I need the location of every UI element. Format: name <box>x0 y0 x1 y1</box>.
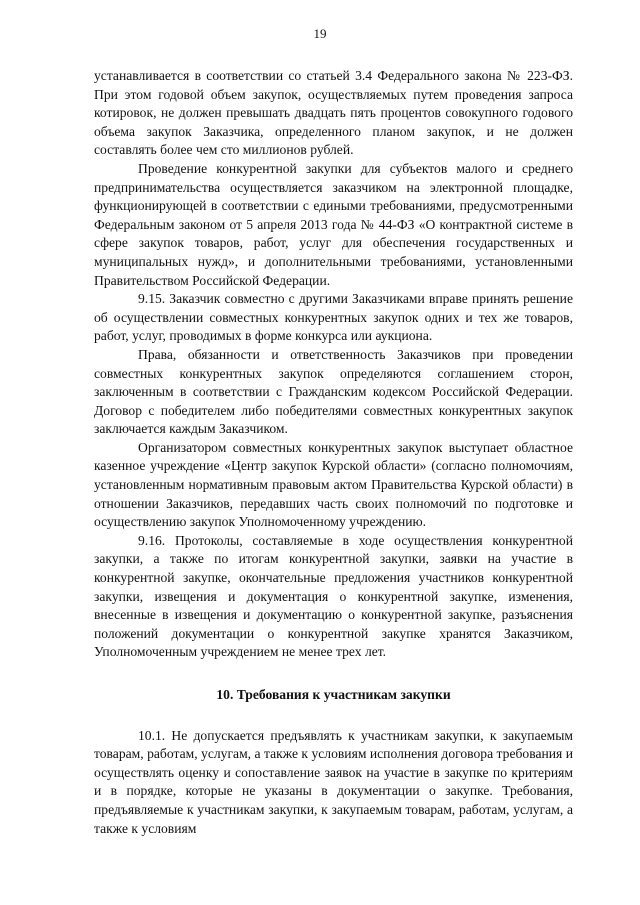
page-number: 19 <box>313 26 327 41</box>
paragraph-10-1: 10.1. Не допускается предъявлять к участникам закупки, к закупаемым товарам, работам, услугам, а также к условиям исполнения договора требования и осуществлять оценку и сопоставление заявок на участие в закупке по критериям и в порядке, которые не указаны в документации о закупке. Требования, предъявляемые к участникам закупки, к закупаемым товарам, работам, услугам, а также к условиям <box>94 727 573 836</box>
paragraph-small-business-procurement: Проведение конкурентной закупки для субъектов малого и среднего предпринимательства осуществляется заказчиком на электронной площадке, функционирующей в соответствии с едиными требованиями, предусмотренными Федеральным законом от 5 апреля 2013 года № 44-ФЗ «О контрактной системе в сфере закупок товаров, работ, услуг для обеспечения государственных и муниципальных нужд», и дополнительными требованиями, установленными Правительством Российской Федерации. <box>94 160 573 288</box>
paragraph-rights-obligations: Права, обязанности и ответственность Заказчиков при проведении совместных конкурентных закупок определяются соглашением сторон, заключенным в соответствии с Гражданским кодексом Российской Федерации. Договор с победителем либо победителями совместных конкурентных закупок заключается каждым Заказчиком. <box>94 346 573 437</box>
paragraph-organizer: Организатором совместных конкурентных закупок выступает областное казенное учреждение «Центр закупок Курской области» (согласно полномочиям, установленным нормативным правовым актом Правительства Курской области) в отношении Заказчиков, передавших часть своих полномочий по подготовке и осуществлению закупок Уполномоченному учреждению. <box>94 439 573 530</box>
paragraph-continuation-223fz: устанавливается в соответствии со статьей 3.4 Федерального закона № 223-ФЗ. При этом годовой объем закупок, осуществляемых путем проведения запроса котировок, не должен превышать двадцать пять процентов совокупного годового объема закупок Заказчика, определенного планом закупок, и не должен составлять более чем сто миллионов рублей. <box>94 68 573 158</box>
paragraph-9-16: 9.16. Протоколы, составляемые в ходе осуществления конкурентной закупки, а также по итогам конкурентной закупки, заявки на участие в конкурентной закупке, окончательные предложения участников конкурентной закупки, извещения и документация о конкурентной закупке, изменения, внесенные в извещения и документацию о конкурентной закупке, разъяснения положений документации о конкурентной закупке хранятся Заказчиком, Уполномоченным учреждением не менее трех лет. <box>94 532 573 660</box>
paragraph-9-15: 9.15. Заказчик совместно с другими Заказчиками вправе принять решение об осуществлении совместных конкурентных закупок одних и тех же товаров, работ, услуг, проводимых в форме конкурса или аукциона. <box>94 291 573 344</box>
section-heading-10: 10. Требования к участникам закупки <box>216 687 451 702</box>
document-body <box>94 67 573 838</box>
